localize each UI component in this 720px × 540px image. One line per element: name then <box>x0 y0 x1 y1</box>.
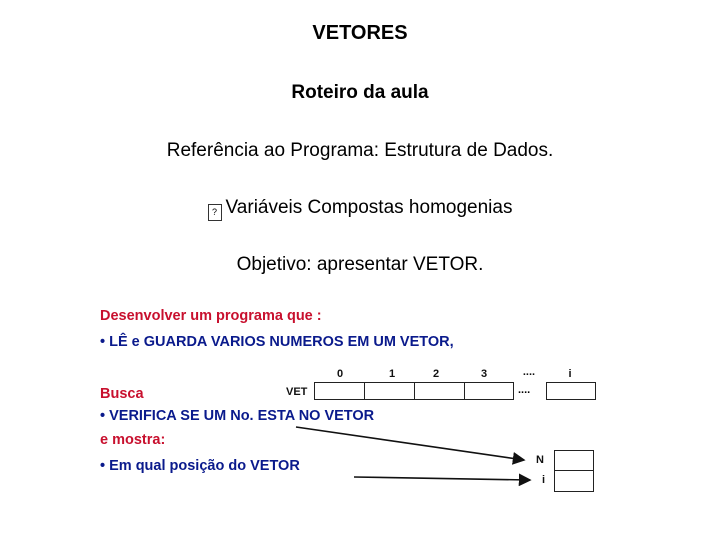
figure-item-read: • LÊ e GUARDA VARIOS NUMEROS EM UM VETOR, <box>100 334 454 350</box>
topic-text: Variáveis Compostas homogenias <box>225 197 513 218</box>
figure-heading: Desenvolver um programa que : <box>100 308 322 324</box>
vector-index-dots: .... <box>522 366 536 378</box>
box-label-n: N <box>536 454 544 466</box>
vector-label: VET <box>286 386 308 398</box>
reference-line: Referência ao Programa: Estrutura de Dados. <box>166 140 554 161</box>
vector-index-i: i <box>568 368 572 380</box>
vector-index-2: 2 <box>432 368 440 380</box>
figure-item-verify: • VERIFICA SE UM No. ESTA NO VETOR <box>100 408 375 424</box>
figure-heading-search: Busca <box>100 386 144 402</box>
vector-index-3: 3 <box>480 368 488 380</box>
vector-dots: .... <box>518 384 531 396</box>
arrow-to-i <box>354 477 530 480</box>
figure-item-position: • Em qual posição do VETOR <box>100 458 300 474</box>
vector-figure <box>96 304 616 504</box>
slide-subtitle: Roteiro da aula <box>291 82 429 103</box>
topic-line <box>0 197 720 221</box>
figure-heading-show: e mostra: <box>100 432 166 448</box>
slide-title: VETORES <box>312 22 408 44</box>
figure-arrows <box>96 304 616 504</box>
arrow-to-n <box>296 427 524 460</box>
objective-line: Objetivo: apresentar VETOR. <box>236 254 484 275</box>
vector-index-1: 1 <box>388 368 396 380</box>
missing-glyph-icon: ? <box>208 204 222 221</box>
box-label-i: i <box>542 474 546 486</box>
vector-index-0: 0 <box>336 368 344 380</box>
